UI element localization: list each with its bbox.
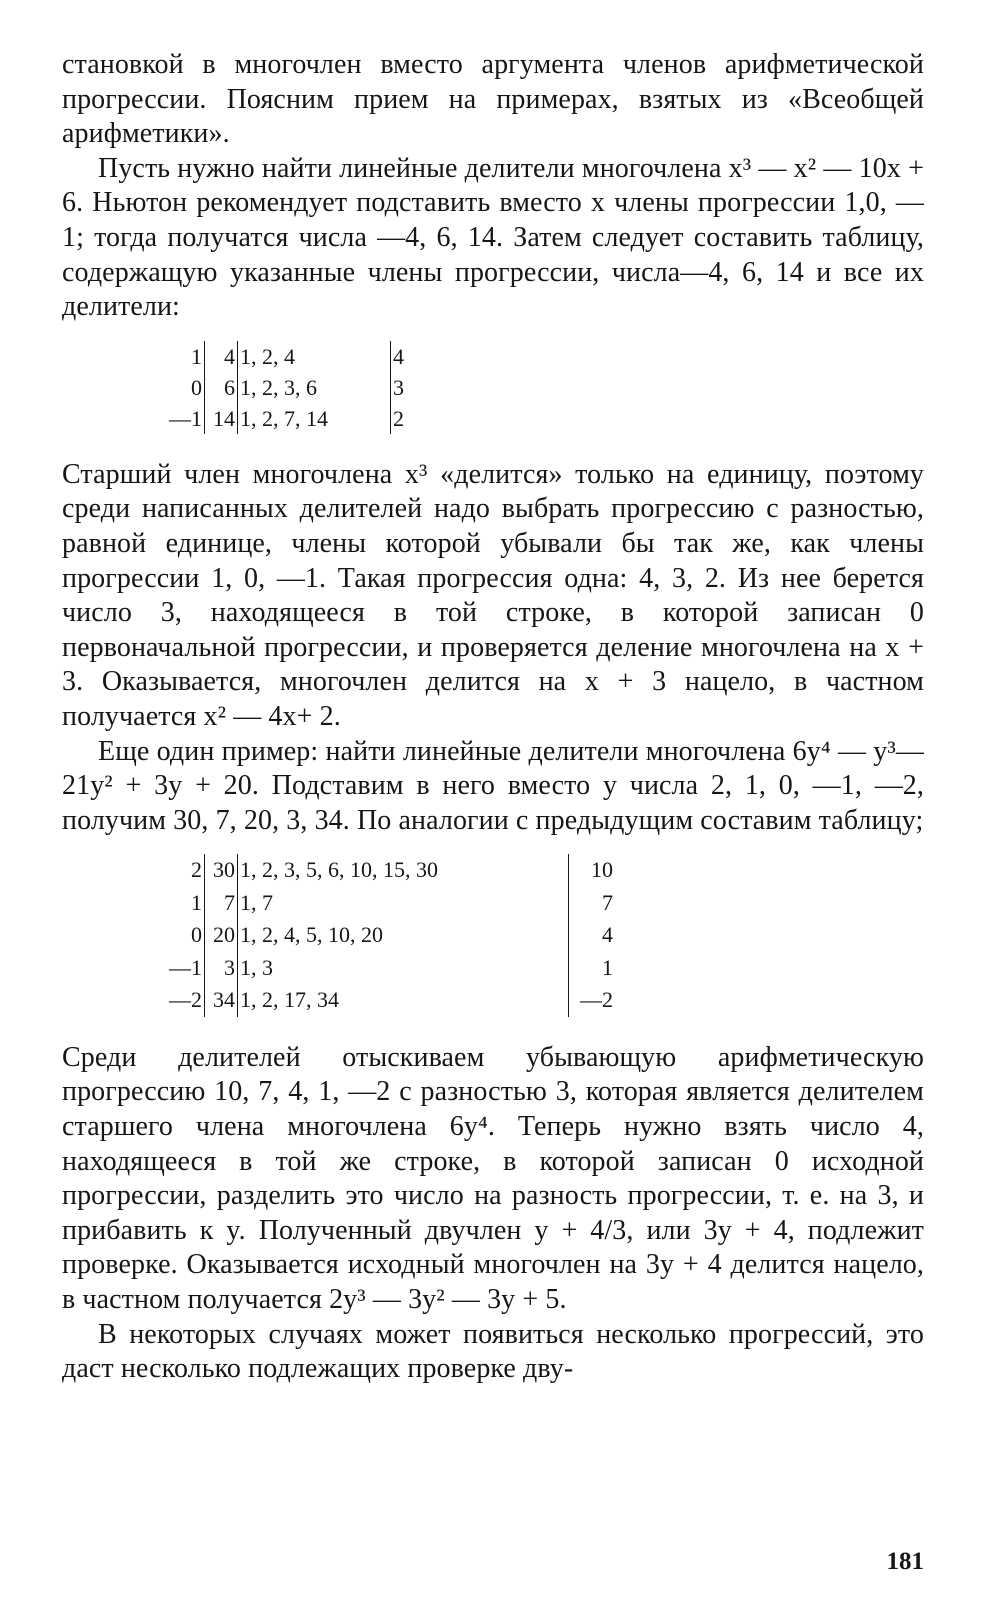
paragraph-newton-example: Пусть нужно найти линейные делители многочлена x³ — x² — 10x + 6. Ньютон рекомендует подставить вместо x члены прогрессии 1,0, —1; тогда получатся числа —4, 6, 14. Затем следует составить таблицу, содержащую указанные члены прогрессии, числа—4, 6, 14 и все их делители: [62, 152, 924, 323]
table-cell: —1 [169, 405, 202, 431]
table-cell: 34 [205, 984, 238, 1017]
table-row [114, 887, 615, 920]
table-cell: 10 [569, 854, 616, 887]
table-cell: 4 [569, 919, 616, 952]
table-cell: 1 [191, 889, 202, 915]
table-cell: 4 [205, 341, 238, 372]
table-cell: 1, 2, 4, 5, 10, 20 [238, 919, 569, 952]
table-cell: 6 [205, 372, 238, 403]
table-cell: 1, 7 [238, 887, 569, 920]
paragraph-second-example: Еще один пример: найти линейные делители многочлена 6y⁴ — y³— 21y² + 3y + 20. Подставим в него вместо y числа 2, 1, 0, —1, —2, получим 30, 7, 20, 3, 34. По аналогии с предыдущим составим таблицу; [62, 735, 924, 836]
table-cell: 20 [205, 919, 238, 952]
table-row [114, 919, 615, 952]
table-row [114, 372, 423, 403]
book-page [62, 48, 924, 1578]
table-row [114, 403, 423, 434]
paragraph-intro: становкой в многочлен вместо аргумента членов арифметической прогрессии. Поясним прием на примерах, взятых из «Всеобщей арифметики». [62, 49, 924, 150]
table-cell: 1, 2, 4 [238, 341, 391, 372]
table-row [114, 984, 615, 1017]
table-row [114, 341, 423, 372]
table-cell: 2 [191, 857, 202, 883]
paragraph-explanation-2: Среди делителей отыскиваем убывающую арифметическую прогрессию 10, 7, 4, 1, —2 с разностью 3, которая является делителем старшего члена многочлена 6y⁴. Теперь нужно взять число 4, находящееся в той же строке, в которой записан 0 исходной прогрессии, разделить это число на разность прогрессии, т. е. на 3, и прибавить к y. Полученный двучлен y + 4/3, или 3y + 4, подлежит проверке. Оказывается исходный многочлен на 3y + 4 делится нацело, в частном получается 2y³ — 3y² — 3y + 5. [62, 1041, 924, 1315]
table-cell: 0 [191, 922, 202, 948]
paragraph-explanation-1: Старший член многочлена x³ «делится» только на единицу, поэтому среди написанных делителей надо выбрать прогрессию с разностью, равной единице, члены которой убывали бы так же, как члены прогрессии 1, 0, —1. Такая прогрессия одна: 4, 3, 2. Из нее берется число 3, находящееся в той строке, в которой записан 0 первоначальной прогрессии, и проверяется деление многочлена на x + 3. Оказывается, многочлен делится на x + 3 нацело, в частном получается x² — 4x+ 2. [62, 458, 924, 732]
table-cell: 1, 2, 3, 5, 6, 10, 15, 30 [238, 854, 569, 887]
table-cell: 3 [391, 372, 424, 403]
table-cell: —2 [569, 984, 616, 1017]
table-cell: 7 [205, 887, 238, 920]
page-number: 181 [886, 1548, 924, 1575]
table-cell: 0 [191, 374, 202, 400]
table-cell: 1, 2, 17, 34 [238, 984, 569, 1017]
table-cell: 7 [569, 887, 616, 920]
table-cell: —1 [169, 954, 202, 980]
table-cell: 1, 3 [238, 952, 569, 985]
divisor-table-1 [114, 341, 423, 434]
table-row [114, 952, 615, 985]
paragraph-closing: В некоторых случаях может появиться несколько прогрессий, это даст несколько подлежащих проверке дву- [62, 1318, 924, 1385]
table-cell: 1 [569, 952, 616, 985]
table-cell: 1, 2, 7, 14 [238, 403, 391, 434]
divisor-table-2 [114, 854, 615, 1017]
table-cell: 14 [205, 403, 238, 434]
table-cell: 30 [205, 854, 238, 887]
table-cell: 4 [391, 341, 424, 372]
table-cell: 1, 2, 3, 6 [238, 372, 391, 403]
table-row [114, 854, 615, 887]
table-cell: 2 [391, 403, 424, 434]
table-cell: 1 [191, 343, 202, 369]
table-cell: —2 [169, 987, 202, 1013]
table-cell: 3 [205, 952, 238, 985]
